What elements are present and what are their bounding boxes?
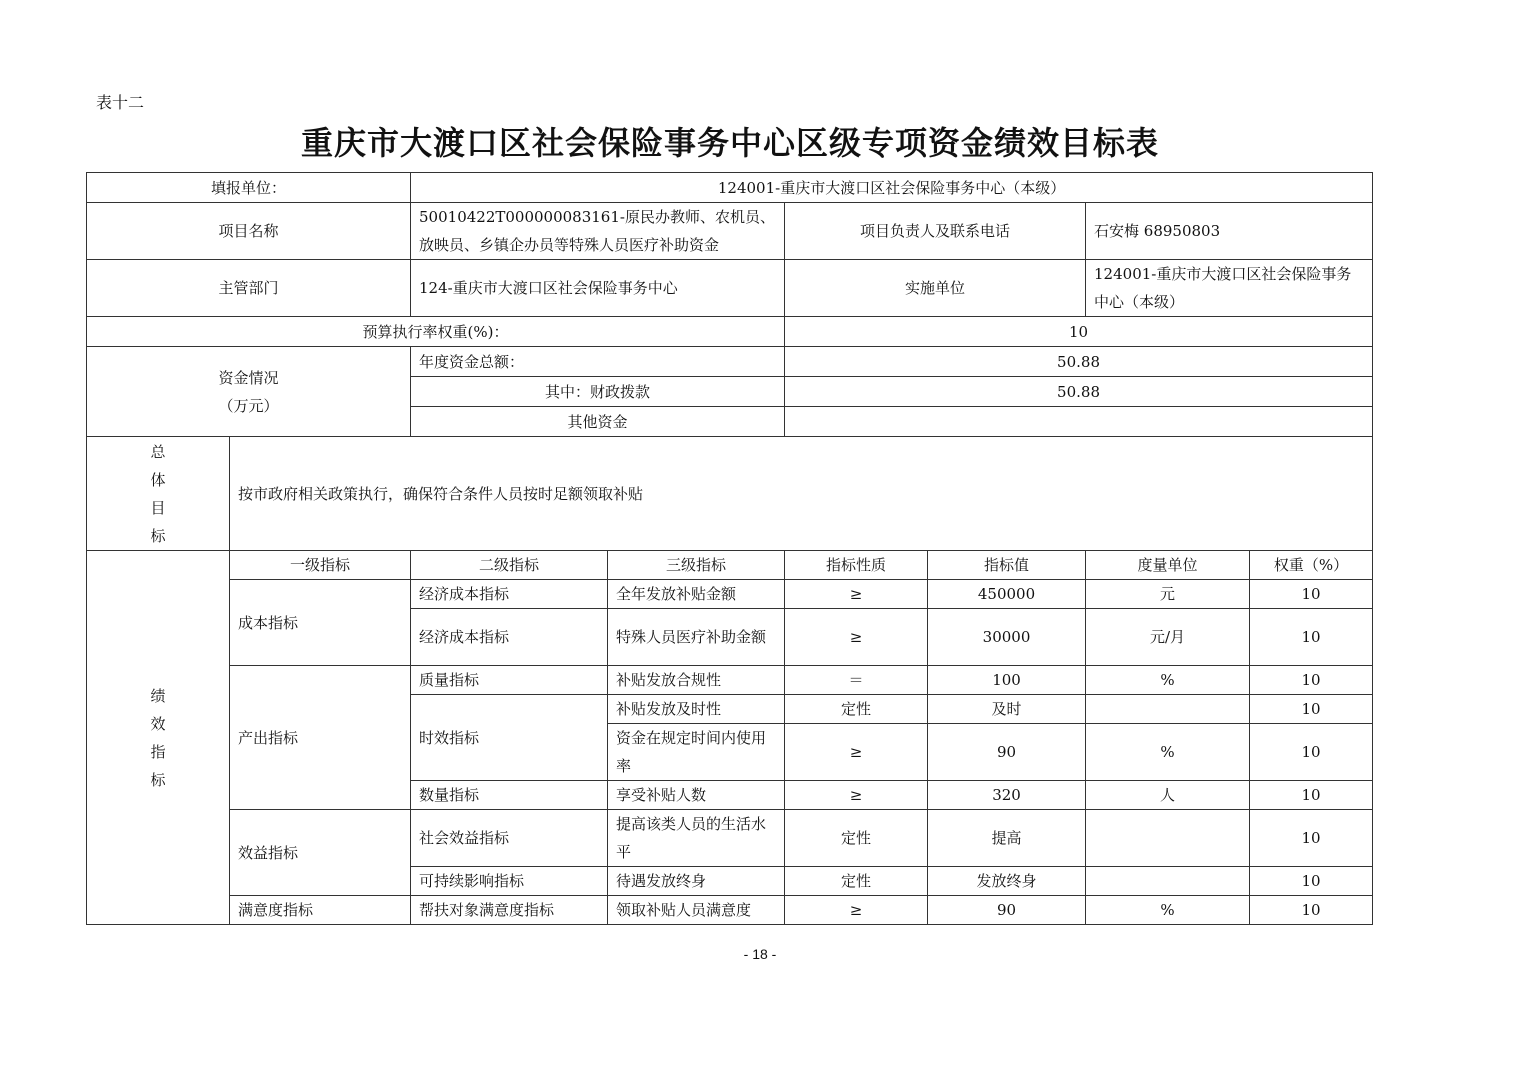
level2-cell: 质量指标: [411, 666, 608, 695]
value-cell: 320: [928, 781, 1086, 810]
owner-value: 石安梅 68950803: [1086, 203, 1373, 260]
project-value: 50010422T000000083161-原民办教师、农机员、放映员、乡镇企办员等特殊人员医疗补助资金: [411, 203, 785, 260]
nature-cell: ≥: [785, 609, 928, 666]
value-cell: 90: [928, 724, 1086, 781]
budget-label: 预算执行率权重(%)：: [87, 317, 785, 347]
side-char: 指: [150, 742, 166, 761]
level3-cell: 提高该类人员的生活水平: [608, 810, 785, 867]
column-header: 二级指标: [411, 551, 608, 580]
value-cell: 提高: [928, 810, 1086, 867]
unit-cell: [1086, 867, 1250, 896]
document-title: 重庆市大渡口区社会保险事务中心区级专项资金绩效目标表: [300, 124, 1159, 162]
unit-cell: 元/月: [1086, 609, 1250, 666]
goal-char: 目: [150, 498, 166, 517]
project-label: 项目名称: [87, 203, 411, 260]
weight-cell: 10: [1250, 724, 1373, 781]
funds-label-line2: （万元）: [218, 396, 279, 415]
impl-value: 124001-重庆市大渡口区社会保险事务中心（本级）: [1086, 260, 1373, 317]
table-row: [87, 666, 1373, 695]
unit-cell: %: [1086, 666, 1250, 695]
nature-cell: ＝: [785, 666, 928, 695]
level3-cell: 领取补贴人员满意度: [608, 896, 785, 925]
fiscal-label: 其中：财政拨款: [411, 377, 785, 407]
goal-char: 标: [150, 526, 166, 545]
column-header: 指标性质: [785, 551, 928, 580]
goal-char: 总: [150, 442, 166, 461]
table-row: [87, 437, 1373, 551]
value-cell: 30000: [928, 609, 1086, 666]
other-value: [785, 407, 1373, 437]
level2-cell: 帮扶对象满意度指标: [411, 896, 608, 925]
column-header: 三级指标: [608, 551, 785, 580]
value-cell: 90: [928, 896, 1086, 925]
value-cell: 100: [928, 666, 1086, 695]
level1-cell: 满意度指标: [230, 896, 411, 925]
owner-label: 项目负责人及联系电话: [785, 203, 1086, 260]
weight-cell: 10: [1250, 580, 1373, 609]
level2-cell: 社会效益指标: [411, 810, 608, 867]
unit-cell: [1086, 695, 1250, 724]
weight-cell: 10: [1250, 781, 1373, 810]
nature-cell: 定性: [785, 810, 928, 867]
value-cell: 450000: [928, 580, 1086, 609]
goal-value: 按市政府相关政策执行，确保符合条件人员按时足额领取补贴: [230, 437, 1373, 551]
unit-cell: 人: [1086, 781, 1250, 810]
unit-cell: [1086, 810, 1250, 867]
level3-cell: 待遇发放终身: [608, 867, 785, 896]
table-row: [87, 580, 1373, 609]
impl-label: 实施单位: [785, 260, 1086, 317]
side-char: 标: [150, 770, 166, 789]
level3-cell: 特殊人员医疗补助金额: [608, 609, 785, 666]
weight-cell: 10: [1250, 867, 1373, 896]
weight-cell: 10: [1250, 896, 1373, 925]
nature-cell: ≥: [785, 781, 928, 810]
goal-label: [87, 437, 230, 551]
unit-cell: %: [1086, 896, 1250, 925]
side-char: 效: [150, 714, 166, 733]
table-row: [87, 317, 1373, 347]
goal-char: 体: [150, 470, 166, 489]
column-header: 一级指标: [230, 551, 411, 580]
table-row: [87, 260, 1373, 317]
level2-cell: 经济成本指标: [411, 580, 608, 609]
value-cell: 及时: [928, 695, 1086, 724]
nature-cell: ≥: [785, 580, 928, 609]
column-header: 度量单位: [1086, 551, 1250, 580]
unit-cell: 元: [1086, 580, 1250, 609]
level2-cell: 可持续影响指标: [411, 867, 608, 896]
nature-cell: ≥: [785, 724, 928, 781]
nature-cell: ≥: [785, 896, 928, 925]
level1-cell: 成本指标: [230, 580, 411, 666]
performance-table: [86, 172, 1373, 925]
table-row: [87, 896, 1373, 925]
dept-label: 主管部门: [87, 260, 411, 317]
unit-value: 124001-重庆市大渡口区社会保险事务中心（本级）: [411, 173, 1373, 203]
level2-cell: 数量指标: [411, 781, 608, 810]
funds-label: [87, 347, 411, 437]
level2-cell: 经济成本指标: [411, 609, 608, 666]
level2-cell: 时效指标: [411, 695, 608, 781]
table-row: [87, 203, 1373, 260]
table-row: [87, 347, 1373, 377]
unit-label: 填报单位：: [87, 173, 411, 203]
level3-cell: 享受补贴人数: [608, 781, 785, 810]
table-row: [87, 810, 1373, 867]
table-row: [87, 551, 1373, 580]
weight-cell: 10: [1250, 810, 1373, 867]
indicator-side-label: [87, 551, 230, 925]
side-char: 绩: [150, 686, 166, 705]
fiscal-value: 50.88: [785, 377, 1373, 407]
table-label: 表十二: [96, 93, 145, 112]
level3-cell: 补贴发放及时性: [608, 695, 785, 724]
value-cell: 发放终身: [928, 867, 1086, 896]
nature-cell: 定性: [785, 695, 928, 724]
table-row: [87, 173, 1373, 203]
weight-cell: 10: [1250, 609, 1373, 666]
column-header: 权重（%）: [1250, 551, 1373, 580]
page-number: - 18 -: [743, 946, 777, 962]
level3-cell: 补贴发放合规性: [608, 666, 785, 695]
column-header: 指标值: [928, 551, 1086, 580]
other-label: 其他资金: [411, 407, 785, 437]
unit-cell: %: [1086, 724, 1250, 781]
weight-cell: 10: [1250, 666, 1373, 695]
annual-label: 年度资金总额：: [411, 347, 785, 377]
funds-label-line1: 资金情况: [218, 368, 279, 387]
annual-value: 50.88: [785, 347, 1373, 377]
weight-cell: 10: [1250, 695, 1373, 724]
level3-cell: 全年发放补贴金额: [608, 580, 785, 609]
level1-cell: 效益指标: [230, 810, 411, 896]
nature-cell: 定性: [785, 867, 928, 896]
level3-cell: 资金在规定时间内使用率: [608, 724, 785, 781]
budget-value: 10: [785, 317, 1373, 347]
dept-value: 124-重庆市大渡口区社会保险事务中心: [411, 260, 785, 317]
level1-cell: 产出指标: [230, 666, 411, 810]
